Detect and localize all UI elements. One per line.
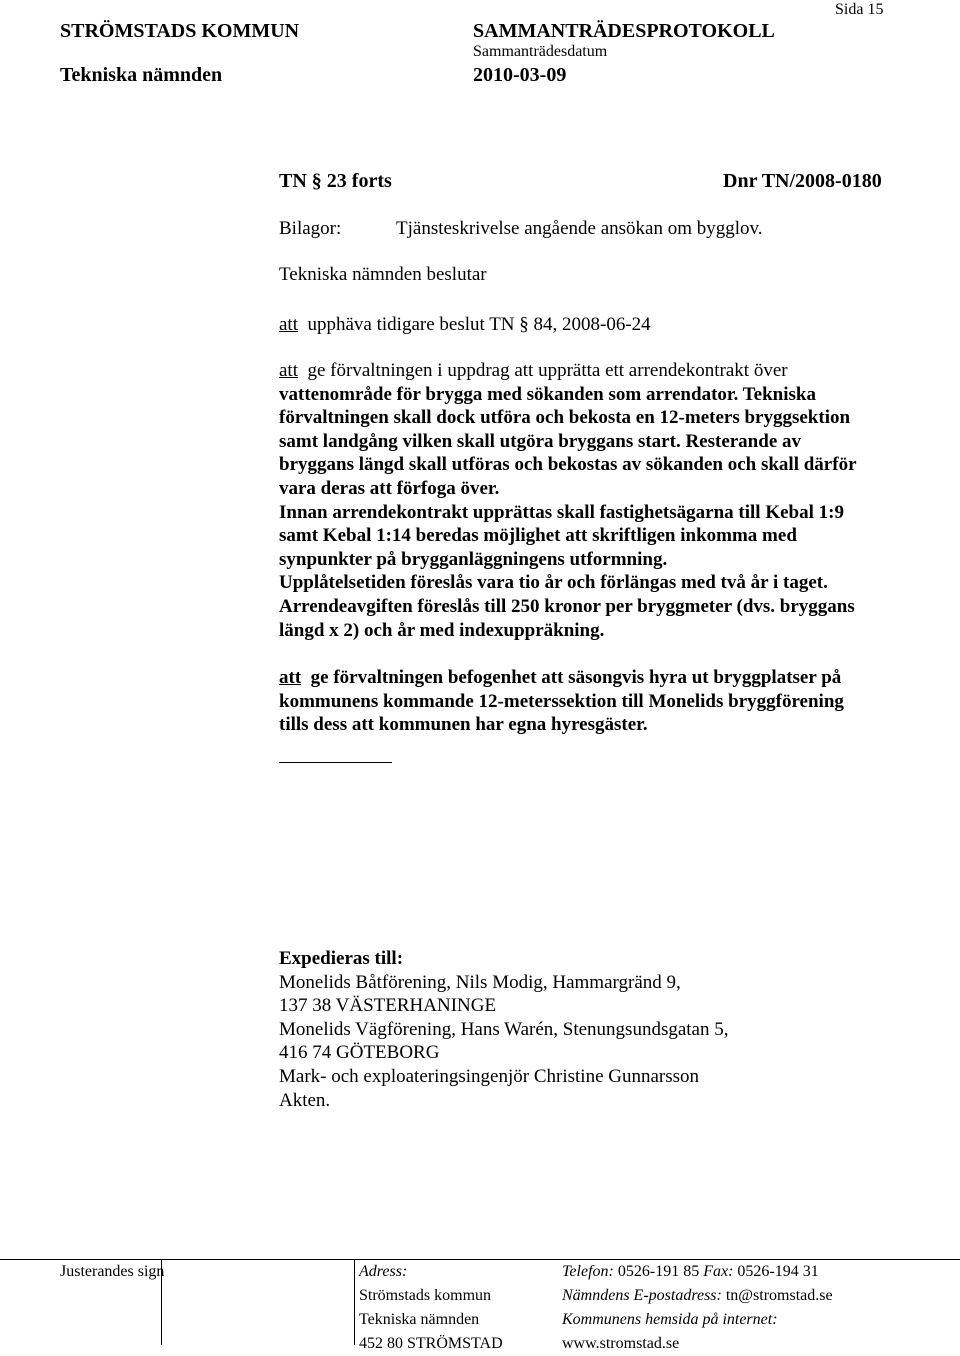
phone-number: 0526-191 85 xyxy=(617,1263,700,1280)
case-reference-text: TN § 23 forts xyxy=(279,170,392,192)
att-word: att xyxy=(279,314,298,335)
distribution-line: Monelids Båtförening, Nils Modig, Hammargränd 9, xyxy=(279,971,681,993)
decision-item-3 xyxy=(279,666,919,737)
decision-item-2-first-line: ge förvaltningen i uppdrag att upprätta ett arrendekontrakt över xyxy=(307,360,788,381)
attachments-value: Tjänsteskrivelse angående ansökan om bygglov. xyxy=(396,218,763,239)
web-label: Kommunens hemsida på internet: xyxy=(562,1311,778,1328)
decision-item-2-line: samt Kebal 1:14 beredas möjlighet att skriftligen inkomma med xyxy=(279,525,797,547)
distribution-list xyxy=(279,947,919,1112)
distribution-line: Akten. xyxy=(279,1089,331,1111)
footer-divider xyxy=(354,1259,355,1345)
decision-item-2 xyxy=(279,359,919,642)
fax-label: Fax: xyxy=(703,1263,734,1280)
decision-item-3-line: kommunens kommande 12-meterssektion till Monelids bryggförening xyxy=(279,690,844,712)
decision-item-1 xyxy=(279,313,651,337)
meeting-date-label: Sammanträdesdatum xyxy=(473,43,608,60)
decision-item-2-line: samt landgång vilken skall utgöra bryggans start. Resterande av xyxy=(279,430,801,452)
att-word: att xyxy=(279,667,302,688)
case-dnr: Dnr TN/2008-0180 xyxy=(723,170,882,192)
section-divider xyxy=(279,762,392,763)
document-type: SAMMANTRÄDESPROTOKOLL xyxy=(473,20,775,42)
distribution-line: 416 74 GÖTEBORG xyxy=(279,1042,440,1064)
decision-item-1-text: upphäva tidigare beslut TN § 84, 2008-06-24 xyxy=(307,314,651,335)
fax-number: 0526-194 31 xyxy=(737,1263,819,1280)
distribution-line: Mark- och exploateringsingenjör Christine Gunnarsson xyxy=(279,1065,700,1087)
decision-item-3-first-line: ge förvaltningen befogenhet att säsongvis hyra ut bryggplatser på xyxy=(310,667,842,688)
address-line: Strömstads kommun xyxy=(359,1287,492,1304)
address-line: Tekniska nämnden xyxy=(359,1311,480,1328)
distribution-line: Monelids Vägförening, Hans Warén, Stenungsundsgatan 5, xyxy=(279,1018,729,1040)
decision-item-2-line: förvaltningen skall dock utföra och bekosta en 12-meters bryggsektion xyxy=(279,407,851,429)
distribution-title: Expedieras till: xyxy=(279,948,404,969)
decision-item-2-line: Innan arrendekontrakt upprättas skall fastighetsägarna till Kebal 1:9 xyxy=(279,501,844,523)
footer-contact xyxy=(562,1260,833,1356)
decision-item-2-line: Arrendeavgiften föreslås till 250 kronor per bryggmeter (dvs. bryggans xyxy=(279,595,855,617)
address-label: Adress: xyxy=(359,1263,408,1280)
decision-item-2-line: synpunkter på brygganläggningens utformning. xyxy=(279,548,668,570)
address-line: 452 80 STRÖMSTAD xyxy=(359,1335,503,1352)
email-label: Nämndens E-postadress: xyxy=(562,1287,722,1304)
phone-label: Telefon: xyxy=(562,1263,614,1280)
committee-name: Tekniska nämnden xyxy=(60,64,223,86)
attachments-label: Bilagor: xyxy=(279,218,342,239)
decision-item-3-line: tills dess att kommunen har egna hyresgäster. xyxy=(279,714,648,736)
distribution-line: 137 38 VÄSTERHANINGE xyxy=(279,995,497,1017)
email-link[interactable]: tn@stromstad.se xyxy=(725,1287,833,1304)
municipality-name: STRÖMSTADS KOMMUN xyxy=(60,20,300,42)
sign-label: Justerandes sign xyxy=(60,1263,165,1280)
decision-item-2-line: vara deras att förfoga över. xyxy=(279,477,500,499)
meeting-date: 2010-03-09 xyxy=(473,64,567,86)
decision-item-2-line: längd x 2) och år med indexuppräkning. xyxy=(279,619,605,641)
footer-address xyxy=(359,1260,503,1356)
decision-item-2-line: bryggans längd skall utföras och bekostas av sökanden och skall därför xyxy=(279,454,857,476)
decision-item-2-line: Upplåtelsetiden föreslås vara tio år och förlängas med två år i taget. xyxy=(279,572,828,594)
decision-item-2-line: vattenområde för brygga med sökanden som arrendator. Tekniska xyxy=(279,383,816,405)
page-number: Sida 15 xyxy=(835,1,884,18)
web-link[interactable]: www.stromstad.se xyxy=(562,1335,680,1352)
att-word: att xyxy=(279,360,298,381)
decision-intro: Tekniska nämnden beslutar xyxy=(279,264,487,285)
case-reference xyxy=(279,170,392,193)
